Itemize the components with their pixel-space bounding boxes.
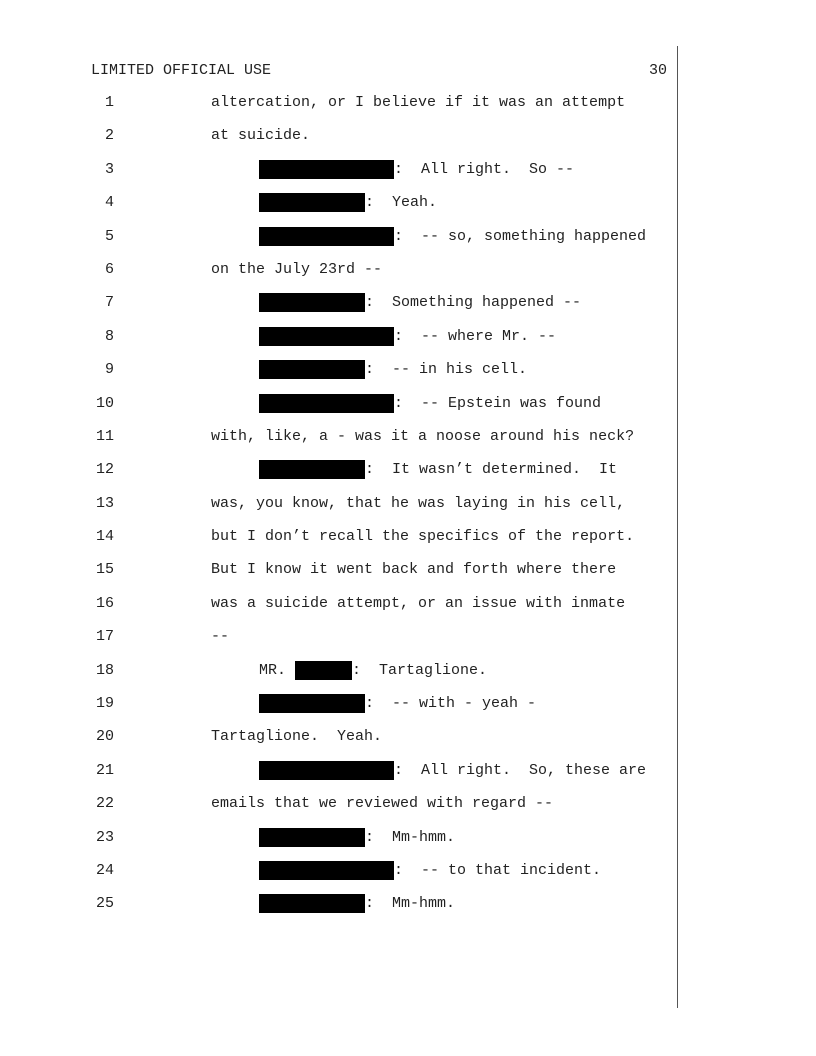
- line-text: : It wasn’t determined. It: [365, 461, 618, 479]
- speaker-line: [259, 193, 437, 213]
- speaker-line: [259, 761, 646, 781]
- transcript-line: [0, 494, 816, 527]
- line-number: 7: [104, 294, 114, 312]
- line-text: altercation, or I believe if it was an attempt: [211, 94, 626, 111]
- speaker-line: [259, 460, 617, 480]
- line-text: --: [211, 628, 230, 646]
- transcript-line: [0, 260, 816, 293]
- line-number: 23: [95, 828, 114, 846]
- transcript-line: [0, 894, 816, 927]
- speaker-line: [259, 828, 455, 848]
- speaker-line: [259, 861, 601, 881]
- page-number: 30: [648, 62, 667, 79]
- line-number: 8: [104, 327, 114, 345]
- line-number: 4: [104, 194, 114, 212]
- line-number: 5: [104, 227, 114, 245]
- line-text: : Yeah.: [365, 194, 438, 212]
- line-text: but I don’t recall the specifics of the report.: [211, 528, 635, 546]
- line-text: was, you know, that he was laying in his cell,: [211, 494, 626, 512]
- line-text: : Tartaglione.: [352, 661, 488, 679]
- line-number: 16: [95, 594, 114, 612]
- transcript-line: [0, 828, 816, 861]
- redaction-box: [259, 360, 365, 379]
- redaction-box: [259, 894, 365, 913]
- line-text: But I know it went back and forth where there: [211, 561, 617, 579]
- line-text: : Mm-hmm.: [365, 895, 456, 913]
- transcript-line: [0, 394, 816, 427]
- transcript-line: [0, 560, 816, 593]
- speaker-line: [259, 661, 487, 681]
- transcript-line: [0, 761, 816, 794]
- line-number: 19: [95, 695, 114, 713]
- redaction-box: [259, 327, 394, 346]
- transcript-line: [0, 460, 816, 493]
- transcript-line: [0, 527, 816, 560]
- redaction-box: [259, 227, 394, 246]
- speaker-line: [259, 327, 556, 347]
- transcript-line: [0, 360, 816, 393]
- line-number: 10: [95, 394, 114, 412]
- speaker-line: [259, 160, 574, 180]
- line-number: 11: [95, 427, 114, 445]
- redaction-box: [259, 694, 365, 713]
- line-number: 21: [95, 761, 114, 779]
- line-text: : -- in his cell.: [365, 361, 528, 379]
- transcript-line: [0, 627, 816, 660]
- transcript-lines: [0, 93, 816, 928]
- speaker-line: [259, 293, 581, 313]
- transcript-line: [0, 727, 816, 760]
- line-text: : -- so, something happened: [394, 227, 647, 245]
- line-number: 2: [104, 127, 114, 145]
- speaker-line: [259, 894, 455, 914]
- line-number: 24: [95, 861, 114, 879]
- speaker-line: [259, 394, 601, 414]
- redaction-box: [259, 828, 365, 847]
- classification-header: LIMITED OFFICIAL USE: [91, 62, 272, 79]
- transcript-line: [0, 694, 816, 727]
- transcript-line: [0, 293, 816, 326]
- transcript-line: [0, 193, 816, 226]
- transcript-line: [0, 227, 816, 260]
- redaction-box: [259, 193, 365, 212]
- transcript-line: [0, 160, 816, 193]
- line-text: at suicide.: [211, 127, 311, 145]
- transcript-line: [0, 661, 816, 694]
- line-text: : -- Epstein was found: [394, 394, 602, 412]
- line-number: 6: [104, 260, 114, 278]
- speaker-line: [259, 360, 527, 380]
- line-number: 20: [95, 728, 114, 746]
- line-number: 18: [95, 661, 114, 679]
- transcript-line: [0, 327, 816, 360]
- line-number: 22: [95, 795, 114, 813]
- line-text: : All right. So --: [394, 160, 575, 178]
- transcript-line: [0, 126, 816, 159]
- line-text: : -- to that incident.: [394, 861, 602, 879]
- line-number: 3: [104, 160, 114, 178]
- line-number: 14: [95, 528, 114, 546]
- line-text: : Mm-hmm.: [365, 828, 456, 846]
- line-text: Tartaglione. Yeah.: [211, 728, 383, 746]
- line-text: : All right. So, these are: [394, 761, 647, 779]
- redaction-box: [259, 761, 394, 780]
- line-text: with, like, a - was it a noose around his neck?: [211, 427, 635, 445]
- redaction-box: [259, 861, 394, 880]
- line-number: 1: [104, 94, 114, 111]
- line-number: 12: [95, 461, 114, 479]
- line-text: was a suicide attempt, or an issue with inmate: [211, 594, 626, 612]
- line-text: on the July 23rd --: [211, 260, 383, 278]
- line-text: emails that we reviewed with regard --: [211, 795, 554, 813]
- line-text: : -- where Mr. --: [394, 327, 557, 345]
- speaker-prefix: MR.: [259, 661, 296, 679]
- speaker-line: [259, 227, 646, 247]
- line-number: 15: [95, 561, 114, 579]
- transcript-line: [0, 861, 816, 894]
- line-number: 9: [104, 361, 114, 379]
- line-number: 13: [95, 494, 114, 512]
- transcript-line: [0, 594, 816, 627]
- redaction-box: [259, 160, 394, 179]
- line-text: : -- with - yeah -: [365, 695, 537, 713]
- redaction-box: [259, 293, 365, 312]
- line-number: 25: [95, 895, 114, 913]
- redaction-box: [295, 661, 352, 680]
- transcript-line: [0, 794, 816, 827]
- line-number: 17: [95, 628, 114, 646]
- redaction-box: [259, 394, 394, 413]
- transcript-line: [0, 93, 816, 126]
- line-text: : Something happened --: [365, 294, 582, 312]
- speaker-line: [259, 694, 536, 714]
- redaction-box: [259, 460, 365, 479]
- transcript-line: [0, 427, 816, 460]
